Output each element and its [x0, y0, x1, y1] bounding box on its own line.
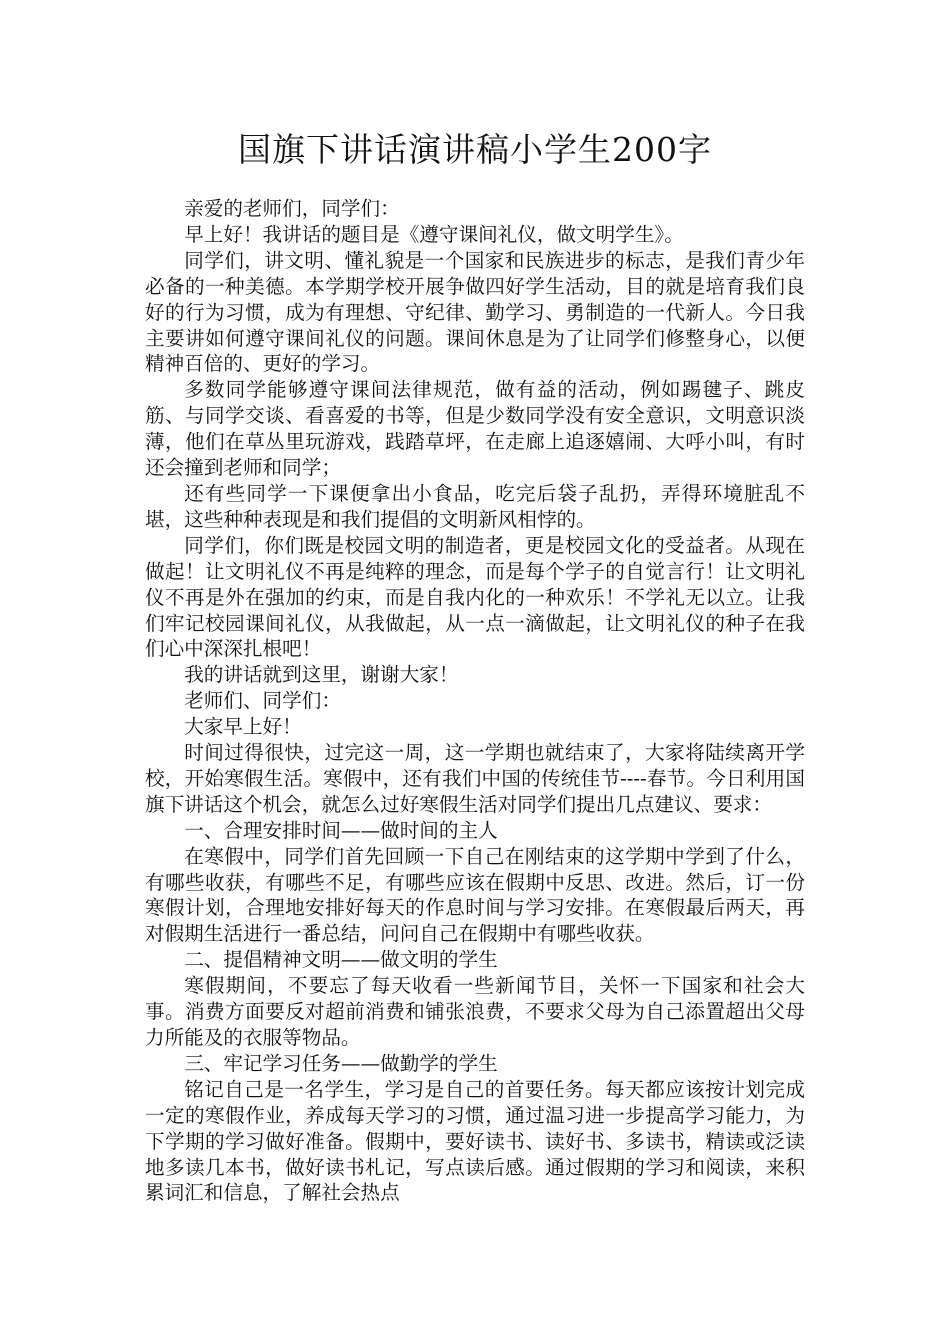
paragraph-civility-intro: 同学们，讲文明、懂礼貌是一个国家和民族进步的标志，是我们青少年必备的一种美德。本学期学校开展争做四好学生活动，目的就是培育我们良好的行为习惯，成为有理想、守纪律、勤学习、勇制造的一代新人。今日我主要讲如何遵守课间礼仪的问题。课间休息是为了让同学们修整身心，以便精神百倍的、更好的学习。: [145, 248, 805, 376]
section-heading-study: 三、牢记学习任务——做勤学的学生: [184, 1051, 498, 1075]
section-heading-civility: 二、提倡精神文明——做文明的学生: [184, 948, 498, 972]
section-heading-time: 一、合理安排时间——做时间的主人: [184, 818, 498, 842]
paragraph-time-plan: 在寒假中，同学们首先回顾一下自己在刚结束的这学期中学到了什么，有哪些收获，有哪些不足，有哪些应该在假期中反思、改进。然后，订一份寒假计划，合理地安排好每天的作息时间与学习安排。在寒假最后两天，再对假期生活进行一番总结，问问自己在假期中有哪些收获。: [145, 844, 805, 946]
paragraph-speech-title: 早上好！我讲话的题目是《遵守课间礼仪，做文明学生》。: [184, 222, 684, 246]
paragraph-winter-break-intro: 时间过得很快，过完这一周，这一学期也就结束了，大家将陆续离开学校，开始寒假生活。寒假中，还有我们中国的传统佳节----春节。今日利用国旗下讲话这个机会，就怎么过好寒假生活对同学们提出几点建议、要求：: [145, 741, 805, 816]
paragraph-civility-news: 寒假期间，不要忘了每天收看一些新闻节目，关怀一下国家和社会大事。消费方面要反对超前消费和铺张浪费，不要求父母为自己添置超出父母力所能及的衣服等物品。: [145, 974, 805, 1049]
paragraph-study-tasks: 铭记自己是一名学生，学习是自己的首要任务。每天都应该按计划完成一定的寒假作业，养成每天学习的习惯，通过温习进一步提高学习能力，为下学期的学习做好准备。假期中，要好读书、读好书、多读书，精读或泛读地多读几本书，做好读书札记，写点读后感。通过假期的学习和阅读，来积累词汇和信息，了解社会热点: [145, 1077, 805, 1205]
paragraph-good-morning: 大家早上好！: [184, 715, 302, 739]
document-body: [145, 196, 805, 1206]
paragraph-break-behavior: 多数同学能够遵守课间法律规范，做有益的活动，例如踢毽子、跳皮筋、与同学交谈、看喜爱的书等，但是少数同学没有安全意识，文明意识淡薄，他们在草丛里玩游戏，践踏草坪，在走廊上追逐嬉闹、大呼小叫，有时还会撞到老师和同学；: [145, 378, 805, 480]
paragraph-greeting-2: 老师们、同学们：: [184, 689, 341, 713]
paragraph-call-to-action: 同学们，你们既是校园文明的制造者，更是校园文化的受益者。从现在做起！让文明礼仪不再是纯粹的理念，而是每个学子的自觉言行！让文明礼仪不再是外在强加的约束，而是自我内化的一种欢乐！不学礼无以立。让我们牢记校园课间礼仪，从我做起，从一点一滴做起，让文明礼仪的种子在我们心中深深扎根吧！: [145, 533, 805, 661]
document-title: 国旗下讲话演讲稿小学生200字: [238, 130, 712, 169]
paragraph-greeting-1: 亲爱的老师们，同学们：: [184, 197, 400, 220]
paragraph-littering: 还有些同学一下课便拿出小食品，吃完后袋子乱扔，弄得环境脏乱不堪，这些种种表现是和我们提倡的文明新风相悖的。: [145, 481, 805, 531]
paragraph-closing-1: 我的讲话就到这里，谢谢大家！: [184, 663, 459, 687]
